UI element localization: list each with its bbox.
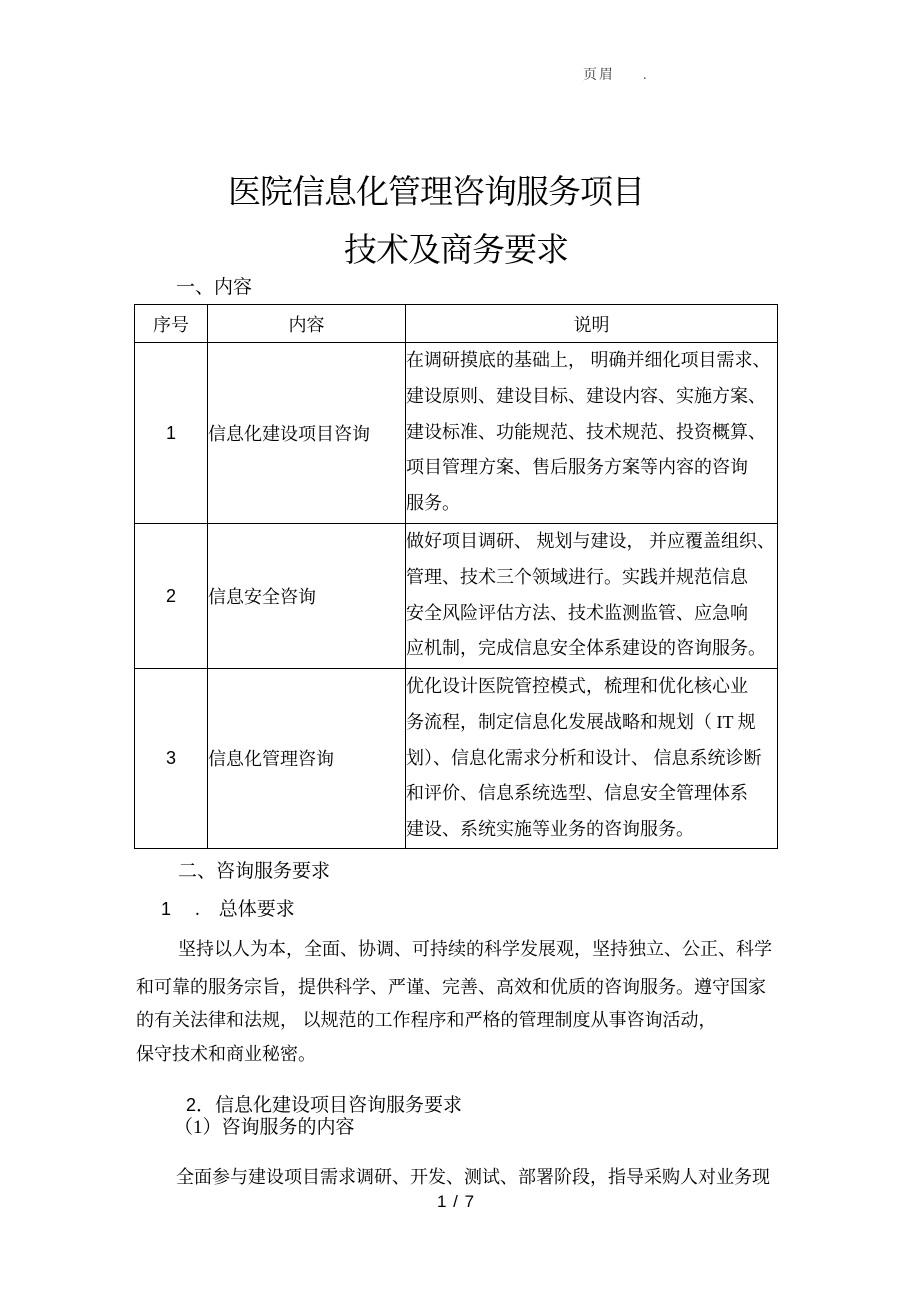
row-seq: 2 (135, 524, 208, 669)
subsection-1-number: 1 (161, 899, 172, 919)
column-header-desc: 说明 (406, 305, 778, 343)
desc-line: 应机制，完成信息安全体系建设的咨询服务。 (406, 638, 766, 659)
section-1-heading: 一、内容 (176, 277, 253, 298)
section-2-heading: 二、咨询服务要求 (178, 861, 331, 882)
paragraph-line: 和可靠的服务宗旨，提供科学、严谨、完善、高效和优质的咨询服务。遵守国家 (136, 977, 766, 997)
document-title: 医院信息化管理咨询服务项目 (228, 175, 644, 211)
page-header (583, 64, 647, 84)
paragraph-line: 坚持以人为本，全面、协调、可持续的科学发展观，坚持独立、公正、科学 (178, 939, 772, 959)
desc-line: 做好项目调研、 规划与建设， 并应覆盖组织、 (406, 531, 775, 551)
row-description (406, 343, 778, 524)
table-header-row (135, 305, 778, 343)
desc-line: 划）、信息化需求分析和设计、 信息系统诊断 (406, 747, 762, 768)
page-number: 1 / 7 (436, 1192, 476, 1211)
document-subtitle: 技术及商务要求 (344, 233, 568, 269)
desc-line: 和评价、信息系统选型、信息安全管理体系 (406, 783, 748, 804)
desc-line: 建设、系统实施等业务的咨询服务。 (406, 819, 694, 840)
paragraph-line: 全面参与建设项目需求调研、开发、测试、部署阶段，指导采购人对业务现 (176, 1167, 770, 1187)
row-name: 信息安全咨询 (208, 524, 406, 669)
subsection-1-heading (161, 894, 295, 921)
table-row (135, 343, 778, 524)
subsection-1-dot: . (195, 899, 200, 920)
column-header-name: 内容 (208, 305, 406, 343)
row-description (406, 524, 778, 669)
desc-line: 安全风险评估方法、技术监测监管、应急响 (406, 602, 748, 623)
column-header-seq: 序号 (135, 305, 208, 343)
row-name: 信息化建设项目咨询 (208, 343, 406, 524)
desc-line: 务流程，制定信息化发展战略和规划（ IT 规 (406, 711, 756, 732)
desc-line: 在调研摸底的基础上， 明确并细化项目需求、 (406, 350, 771, 370)
desc-line: 建设原则、建设目标、建设内容、实施方案、 (406, 385, 766, 406)
subsection-2-item-heading: （1）咨询服务的内容 (174, 1117, 355, 1138)
content-table (134, 304, 778, 849)
desc-line: 优化设计医院管控模式，梳理和优化核心业 (406, 676, 748, 696)
row-name: 信息化管理咨询 (208, 669, 406, 849)
paragraph-line: 的有关法律和法规， 以规范的工作程序和严格的管理制度从事咨询活动， (136, 1010, 717, 1030)
desc-line: 服务。 (406, 493, 460, 514)
desc-line: 管理、技术三个领域进行。实践并规范信息 (406, 566, 748, 587)
desc-line: 建设标准、功能规范、技术规范、投资概算、 (406, 421, 766, 442)
table-row (135, 524, 778, 669)
row-seq: 3 (135, 669, 208, 849)
row-description (406, 669, 778, 849)
subsection-2-label: ．信息化建设项目咨询服务要求 (196, 1095, 463, 1116)
subsection-2-number: 2 (186, 1095, 197, 1115)
paragraph-line: 保守技术和商业秘密。 (136, 1044, 316, 1064)
table-row (135, 669, 778, 849)
desc-line: 项目管理方案、售后服务方案等内容的咨询 (406, 457, 748, 478)
subsection-1-label: 总体要求 (218, 899, 295, 920)
row-seq: 1 (135, 343, 208, 524)
page-header-dot: . (643, 68, 647, 83)
page-header-label: 页眉 (583, 68, 615, 83)
